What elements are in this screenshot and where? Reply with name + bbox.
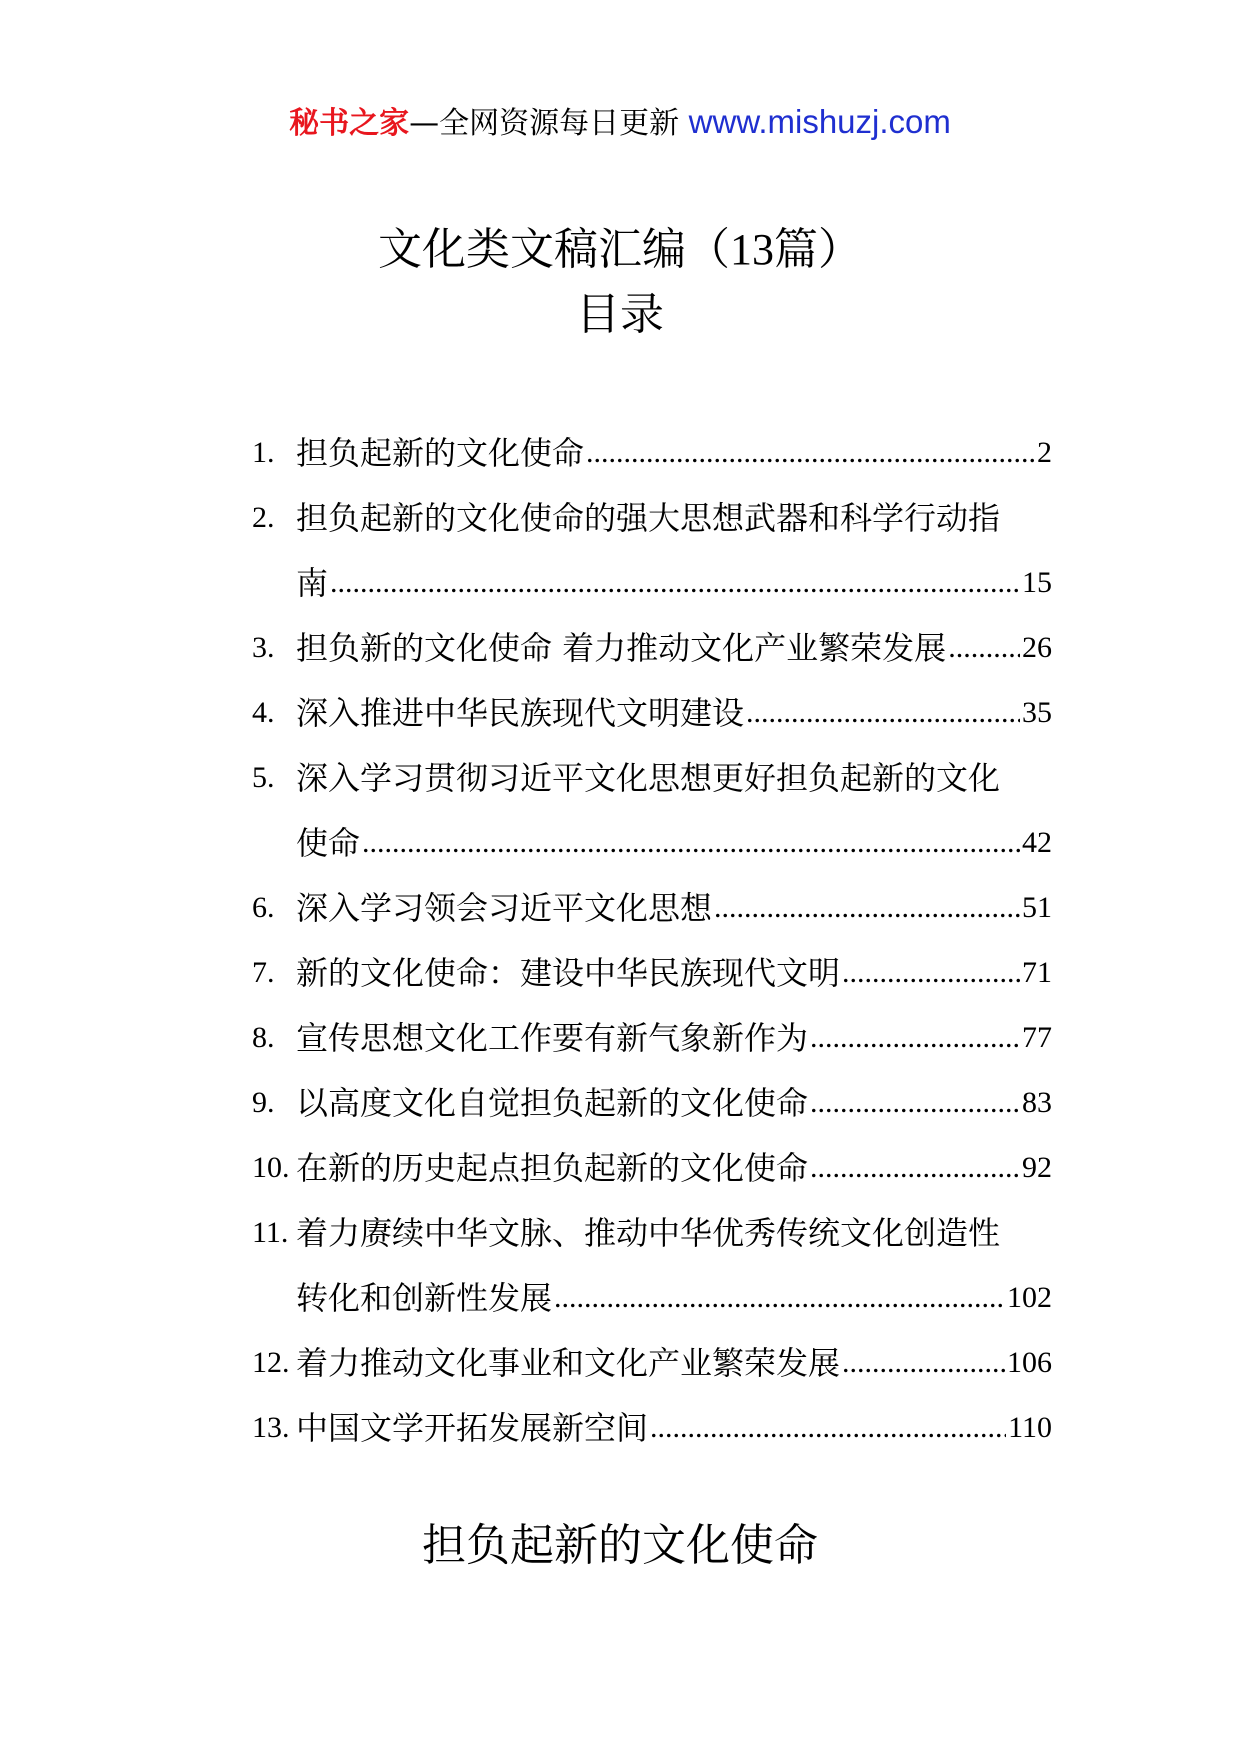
toc-entry[interactable]	[252, 940, 1052, 1005]
toc-entry-title: 以高度文化自觉担负起新的文化使命	[296, 1083, 809, 1122]
toc-entry-page-number: 77	[1022, 1020, 1052, 1054]
toc-dot-leader	[842, 953, 1020, 993]
toc-entry-line	[252, 1135, 1052, 1200]
toc-dot-leader	[714, 888, 1020, 928]
toc-entry-line	[252, 875, 1052, 940]
toc-entry[interactable]	[252, 1395, 1052, 1460]
toc-entry-number: 4.	[252, 695, 275, 729]
toc-entry[interactable]	[252, 745, 1052, 875]
toc-entry-line	[252, 810, 1052, 875]
toc-entry-page-number: 35	[1022, 695, 1052, 729]
toc-entry[interactable]	[252, 1200, 1052, 1330]
toc-entry-title: 担负起新的文化使命的强大思想武器和科学行动指	[296, 498, 1001, 537]
toc-entry[interactable]	[252, 1005, 1052, 1070]
site-tagline: —全网资源每日更新	[409, 106, 680, 141]
toc-entry-line	[252, 615, 1052, 680]
toc-entry-line	[252, 745, 1052, 810]
toc-entry[interactable]	[252, 1070, 1052, 1135]
toc-entry-line	[252, 1265, 1052, 1330]
toc-dot-leader	[948, 628, 1020, 668]
toc-dot-leader	[842, 1343, 1005, 1383]
toc-entry-page-number: 15	[1022, 565, 1052, 599]
document-title-suffix: 篇）	[774, 224, 862, 275]
document-title	[0, 222, 1240, 278]
site-header	[0, 102, 1240, 144]
toc-entry-page-number: 2	[1037, 435, 1052, 469]
toc-entry-number: 2.	[252, 500, 275, 534]
toc-entry-line	[252, 1330, 1052, 1395]
document-title-prefix: 文化类文稿汇编（	[378, 224, 730, 275]
toc-entry-title: 深入学习领会习近平文化思想	[296, 888, 713, 927]
toc-entry-page-number: 42	[1022, 825, 1052, 859]
table-of-contents	[252, 420, 1052, 1460]
toc-entry-title: 中国文学开拓发展新空间	[296, 1408, 649, 1447]
toc-entry-title: 使命	[296, 823, 361, 862]
toc-entry[interactable]	[252, 420, 1052, 485]
toc-dot-leader	[810, 1018, 1020, 1058]
toc-entry-page-number: 92	[1022, 1150, 1052, 1184]
toc-dot-leader	[554, 1278, 1005, 1318]
site-brand: 秘书之家	[289, 106, 410, 141]
toc-dot-leader	[746, 693, 1020, 733]
toc-dot-leader	[810, 1083, 1020, 1123]
toc-entry-title: 转化和创新性发展	[296, 1278, 553, 1317]
toc-entry-title: 深入推进中华民族现代文明建设	[296, 693, 745, 732]
toc-entry-page-number: 71	[1022, 955, 1052, 989]
toc-dot-leader	[330, 563, 1020, 603]
toc-entry-line	[252, 1200, 1052, 1265]
toc-entry-title: 深入学习贯彻习近平文化思想更好担负起新的文化	[296, 758, 1001, 797]
toc-entry[interactable]	[252, 680, 1052, 745]
toc-entry-number: 5.	[252, 760, 275, 794]
document-title-count: 13	[730, 225, 774, 274]
toc-entry-title: 新的文化使命：建设中华民族现代文明	[296, 953, 841, 992]
toc-entry-line	[252, 550, 1052, 615]
toc-entry-title: 着力推动文化事业和文化产业繁荣发展	[296, 1343, 841, 1382]
toc-entry-line	[252, 940, 1052, 1005]
toc-entry-number: 6.	[252, 890, 275, 924]
toc-entry-page-number: 26	[1022, 630, 1052, 664]
site-url-link[interactable]: www.mishuzj.com	[688, 103, 951, 140]
toc-dot-leader	[650, 1408, 1006, 1448]
toc-entry-title: 担负起新的文化使命	[296, 433, 585, 472]
section-title: 担负起新的文化使命	[422, 1520, 818, 1571]
toc-entry-number: 13.	[252, 1410, 290, 1444]
toc-entry-page-number: 83	[1022, 1085, 1052, 1119]
toc-dot-leader	[586, 433, 1035, 473]
toc-entry[interactable]	[252, 485, 1052, 615]
toc-entry-line	[252, 1070, 1052, 1135]
toc-entry[interactable]	[252, 615, 1052, 680]
toc-entry-number: 1.	[252, 435, 275, 469]
toc-entry[interactable]	[252, 1135, 1052, 1200]
toc-entry-line	[252, 680, 1052, 745]
toc-entry-title: 南	[296, 563, 329, 602]
toc-entry-number: 8.	[252, 1020, 275, 1054]
toc-entry-number: 11.	[252, 1215, 289, 1249]
toc-entry-number: 9.	[252, 1085, 275, 1119]
toc-heading: 目录	[576, 289, 664, 340]
toc-dot-leader	[810, 1148, 1020, 1188]
toc-entry-title: 担负新的文化使命 着力推动文化产业繁荣发展	[296, 628, 947, 667]
toc-entry-number: 10.	[252, 1150, 290, 1184]
toc-entry-page-number: 51	[1022, 890, 1052, 924]
toc-entry-title: 宣传思想文化工作要有新气象新作为	[296, 1018, 809, 1057]
toc-entry-page-number: 110	[1008, 1410, 1052, 1444]
toc-entry-line	[252, 485, 1052, 550]
toc-entry-title: 在新的历史起点担负起新的文化使命	[296, 1148, 809, 1187]
toc-entry-line	[252, 420, 1052, 485]
toc-dot-leader	[362, 823, 1020, 863]
toc-entry-number: 12.	[252, 1345, 290, 1379]
toc-entry-page-number: 102	[1007, 1280, 1052, 1314]
toc-entry-line	[252, 1395, 1052, 1460]
toc-entry-title: 着力赓续中华文脉、推动中华优秀传统文化创造性	[296, 1213, 1001, 1252]
toc-entry[interactable]	[252, 875, 1052, 940]
toc-entry[interactable]	[252, 1330, 1052, 1395]
toc-entry-page-number: 106	[1007, 1345, 1052, 1379]
toc-entry-number: 3.	[252, 630, 275, 664]
toc-entry-line	[252, 1005, 1052, 1070]
toc-entry-number: 7.	[252, 955, 275, 989]
